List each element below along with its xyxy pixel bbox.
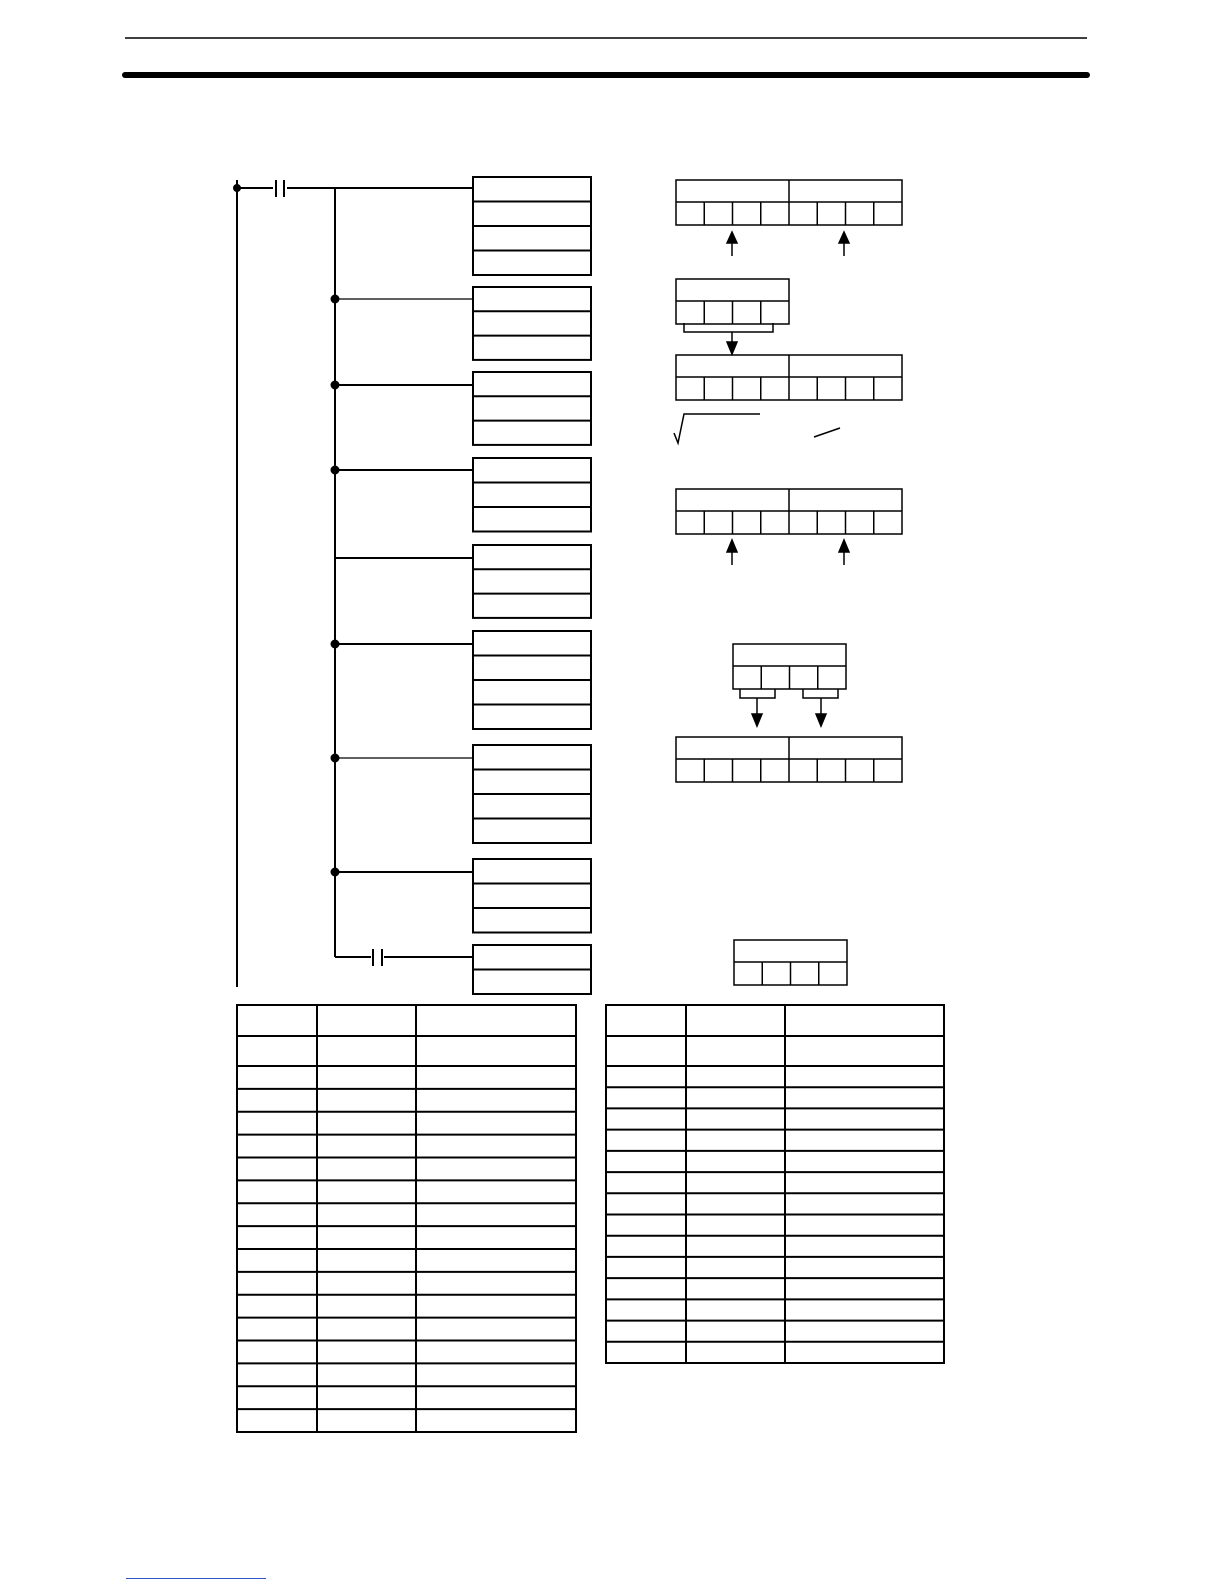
arrow-down-head (816, 714, 826, 726)
contact-symbol-1 (276, 180, 284, 197)
instruction-block-3 (473, 372, 591, 445)
arrow-up-head (839, 540, 849, 552)
junction-dot (332, 467, 339, 474)
instruction-block-9 (473, 945, 591, 994)
arrow-down-head (752, 714, 762, 726)
word-register-2 (733, 644, 846, 689)
register-diagrams (676, 180, 902, 985)
instruction-block-6 (473, 631, 591, 729)
word-register-3 (734, 940, 847, 985)
instruction-block-8 (473, 859, 591, 933)
junction-dot (234, 185, 240, 191)
instruction-block-1 (473, 177, 591, 275)
junction-dot (332, 755, 339, 762)
double-word-register-1 (676, 180, 902, 225)
arrow-up-head (727, 232, 737, 243)
instruction-box (473, 372, 591, 445)
instruction-box (473, 859, 591, 933)
instruction-box (473, 458, 591, 532)
footer-link[interactable] (126, 1568, 266, 1579)
ladder-diagram (234, 180, 473, 987)
instruction-box (473, 545, 591, 618)
double-word-register-4 (676, 737, 902, 782)
table-frame (606, 1005, 944, 1363)
junction-dot (332, 296, 339, 303)
left-table (237, 1005, 576, 1432)
instruction-blocks (473, 177, 591, 994)
bracket-left (740, 689, 775, 698)
double-word-register-2 (676, 355, 902, 400)
junction-dot (332, 641, 339, 648)
table-frame (237, 1005, 576, 1432)
word-register-1 (676, 279, 789, 324)
contact-symbol-2 (373, 949, 382, 966)
arrow-up-head (727, 540, 737, 552)
instruction-block-7 (473, 745, 591, 843)
junction-dot (332, 382, 339, 389)
instruction-block-2 (473, 287, 591, 360)
instruction-block-5 (473, 545, 591, 618)
instruction-block-4 (473, 458, 591, 532)
instruction-box (473, 287, 591, 360)
slash-symbol (814, 428, 840, 437)
square-root-symbol (674, 414, 760, 443)
bracket-right (803, 689, 838, 698)
double-word-register-3 (676, 489, 902, 534)
junction-dot (332, 869, 339, 876)
right-table (606, 1005, 944, 1363)
arrow-up-head (839, 232, 849, 243)
arrow-down-head (727, 342, 737, 354)
